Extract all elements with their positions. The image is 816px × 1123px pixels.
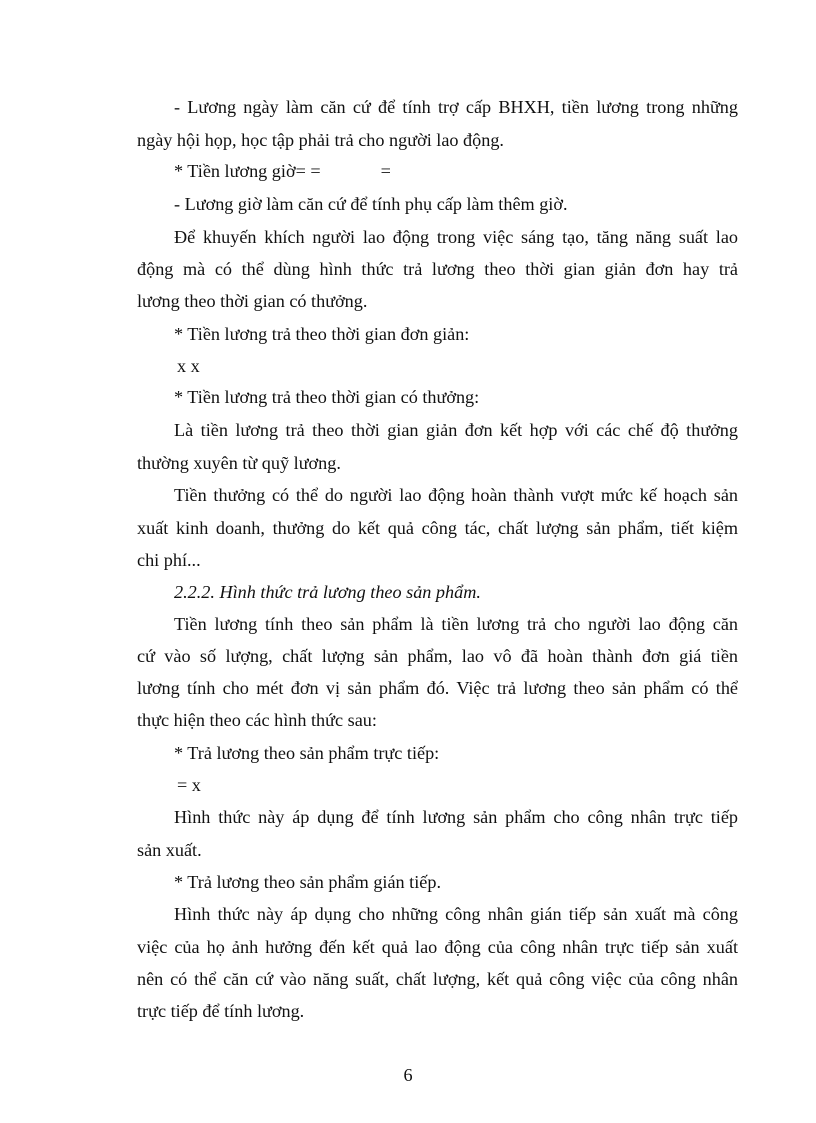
paragraph-line: Là tiền lương trả theo thời gian giản đơn kết hợp với các chế độ thưởng — [174, 420, 738, 440]
paragraph-line: sản xuất. — [137, 840, 202, 860]
page-number: 6 — [403, 1065, 413, 1085]
formula-text: * Tiền lương giờ= = — [174, 161, 321, 181]
section-heading: 2.2.2. Hình thức trả lương theo sản phẩm. — [174, 582, 481, 602]
paragraph-line: lương theo thời gian có thưởng. — [137, 291, 368, 311]
paragraph-line: Hình thức này áp dụng cho những công nhân gián tiếp sản xuất mà công — [174, 904, 738, 924]
paragraph-line: trực tiếp để tính lương. — [137, 1001, 305, 1021]
formula-line: x x — [177, 356, 200, 376]
paragraph-line: lương tính cho mét đơn vị sản phẩm đó. Việc trả lương theo sản phẩm có thể — [137, 678, 738, 698]
paragraph-line: * Trả lương theo sản phẩm trực tiếp: — [174, 743, 440, 763]
formula-line — [174, 160, 391, 182]
formula-line: = x — [177, 775, 201, 795]
paragraph-line: nên có thể căn cứ vào năng suất, chất lượng, kết quả công việc của công nhân — [137, 969, 738, 989]
paragraph-line: * Trả lương theo sản phẩm gián tiếp. — [174, 872, 442, 892]
paragraph-line: Tiền thưởng có thể do người lao động hoàn thành vượt mức kế hoạch sản — [174, 485, 738, 505]
formula-equals: = — [380, 161, 391, 181]
paragraph-line: Tiền lương tính theo sản phẩm là tiền lương trả cho người lao động căn — [174, 614, 738, 634]
paragraph-line: Hình thức này áp dụng để tính lương sản phẩm cho công nhân trực tiếp — [174, 807, 738, 827]
paragraph-line: động mà có thể dùng hình thức trả lương theo thời gian giản đơn hay trả — [137, 259, 738, 279]
paragraph-line: xuất kinh doanh, thưởng do kết quả công tác, chất lượng sản phẩm, tiết kiệm — [137, 518, 738, 538]
paragraph-line: việc của họ ảnh hưởng đến kết quả lao động của công nhân trực tiếp sản xuất — [137, 937, 738, 957]
paragraph-line: cứ vào số lượng, chất lượng sản phẩm, lao vô đã hoàn thành đơn giá tiền — [137, 646, 738, 666]
paragraph-line: * Tiền lương trả theo thời gian đơn giản: — [174, 324, 470, 344]
paragraph-line: - Lương ngày làm căn cứ để tính trợ cấp BHXH, tiền lương trong những — [174, 97, 738, 117]
paragraph-line: - Lương giờ làm căn cứ để tính phụ cấp làm thêm giờ. — [174, 194, 568, 214]
paragraph-line: ngày hội họp, học tập phải trả cho người lao động. — [137, 130, 504, 150]
paragraph-line: chi phí... — [137, 550, 201, 570]
paragraph-line: Để khuyến khích người lao động trong việc sáng tạo, tăng năng suất lao — [174, 227, 738, 247]
paragraph-line: thường xuyên từ quỹ lương. — [137, 453, 341, 473]
paragraph-line: thực hiện theo các hình thức sau: — [137, 710, 377, 730]
paragraph-line: * Tiền lương trả theo thời gian có thưởng: — [174, 387, 480, 407]
